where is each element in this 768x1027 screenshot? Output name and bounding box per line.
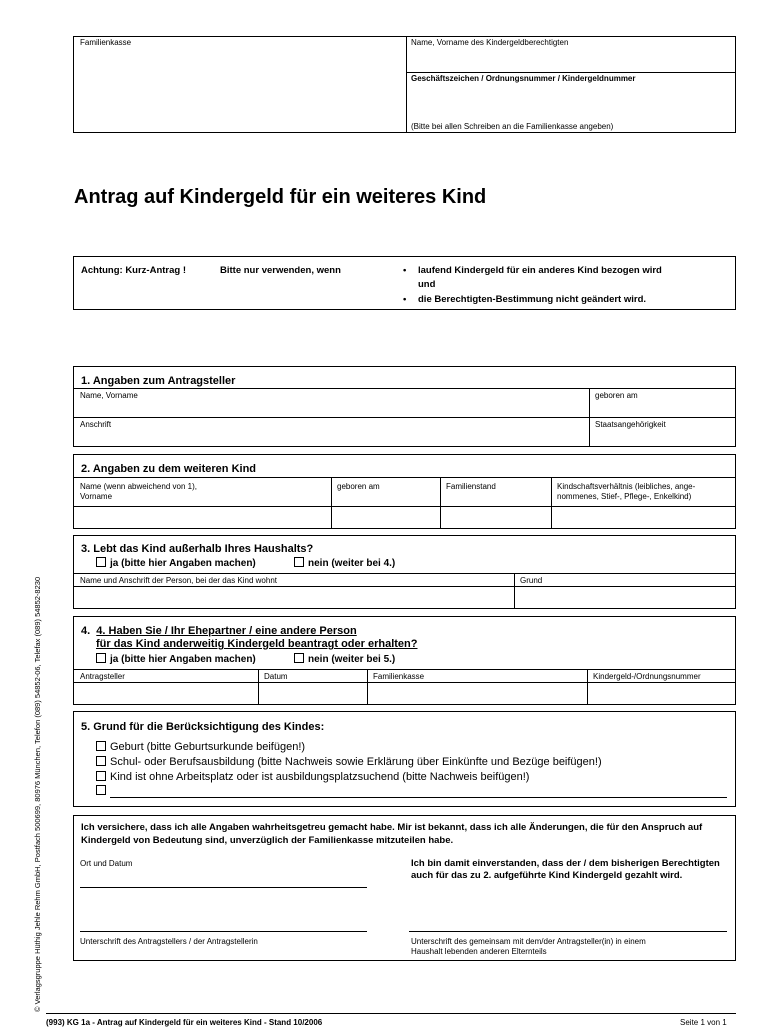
s3-no-option[interactable]: nein (weiter bei 4.) [294, 557, 395, 569]
sig-applicant-field[interactable] [80, 914, 367, 930]
sig-household-line [409, 931, 727, 932]
s3-reason-label: Grund [520, 576, 543, 585]
notice-and: und [418, 279, 436, 290]
s2-name-label-1: Name (wenn abweichend von 1), [80, 482, 197, 491]
s2-relation-label-2: nommenes, Stief-, Pflege-, Enkelkind) [557, 492, 692, 501]
s4-no-option[interactable]: nein (weiter bei 5.) [294, 653, 395, 665]
reference-number-field[interactable] [409, 86, 734, 120]
s3-yes-checkbox[interactable] [96, 557, 106, 567]
s1-address-field[interactable] [76, 431, 586, 445]
s4-col-applicant: Antragsteller [80, 672, 125, 681]
section4-title-1: 4. 4. Haben Sie / Ihr Ehepartner / eine andere Person [81, 625, 357, 637]
s1-nationality-field[interactable] [592, 431, 734, 445]
section1-title: 1. Angaben zum Antragsteller [81, 375, 236, 387]
s5-birth-checkbox[interactable] [96, 741, 106, 751]
section2-title: 2. Angaben zu dem weiteren Kind [81, 463, 257, 475]
s2-relation-label-1: Kindschaftsverhältnis (leibliches, ange- [557, 482, 696, 491]
s1-address-label: Anschrift [80, 420, 112, 429]
reference-number-label: Geschäftszeichen / Ordnungsnummer / Kindergeldnummer [411, 74, 636, 83]
s3-person-field[interactable] [76, 589, 512, 607]
s5-other-checkbox[interactable] [96, 785, 106, 795]
s4-familienkasse-field[interactable] [370, 685, 585, 703]
familienkasse-label: Familienkasse [80, 38, 132, 47]
s4-col-date: Datum [264, 672, 288, 681]
s5-other-field[interactable] [111, 784, 725, 796]
s5-option-unemployed[interactable]: Kind ist ohne Arbeitsplatz oder ist ausbildungsplatzsuchend (bitte Nachweis beifügen!) [96, 771, 529, 783]
s3-no-checkbox[interactable] [294, 557, 304, 567]
section4-title-2: für das Kind anderweitig Kindergeld beantragt oder erhalten? [96, 638, 418, 650]
s5-education-checkbox[interactable] [96, 756, 106, 766]
notice-bullet-2-dot: • [403, 294, 407, 305]
s1-born-field[interactable] [592, 402, 734, 416]
notice-bullet-2: die Berechtigten-Bestimmung nicht geändert wird. [418, 294, 647, 305]
s3-reason-field[interactable] [517, 589, 734, 607]
s1-nationality-label: Staatsangehörigkeit [595, 420, 666, 429]
s4-yes-option[interactable]: ja (bitte hier Angaben machen) [96, 653, 256, 665]
s1-name-field[interactable] [76, 402, 586, 416]
s3-person-label: Name und Anschrift der Person, bei der das Kind wohnt [80, 576, 277, 585]
s4-no-checkbox[interactable] [294, 653, 304, 663]
s5-unemployed-checkbox[interactable] [96, 771, 106, 781]
s5-option-birth[interactable]: Geburt (bitte Geburtsurkunde beifügen!) [96, 741, 305, 753]
s4-yes-checkbox[interactable] [96, 653, 106, 663]
declaration-text: Ich versichere, dass ich alle Angaben wahrheitsgetreu gemacht habe. Mir ist bekannt, dass ich alle Änderungen, die für den Anspruch auf Kindergeld von Bedeutung sind, unverzüglich der Familienkasse mitzuteilen habe. [81, 822, 703, 846]
footer-rule [46, 1013, 736, 1014]
s4-date-field[interactable] [261, 685, 365, 703]
s1-name-label: Name, Vorname [80, 391, 138, 400]
publisher-sidebar-text: © Verlagsgruppe Hüthig Jehle Rehm GmbH, Postfach 500699, 80976 München, Telefon (089) 54852-06, Telefax (089) 54852-8230 [33, 576, 42, 1012]
section3-title: 3. Lebt das Kind außerhalb Ihres Haushalts? [81, 543, 314, 555]
s4-number-field[interactable] [590, 685, 734, 703]
notice-use-when: Bitte nur verwenden, wenn [220, 265, 341, 276]
beneficiary-name-field[interactable] [409, 50, 734, 70]
s4-col-number: Kindergeld-/Ordnungsnummer [593, 672, 701, 681]
footer-left: (993) KG 1a - Antrag auf Kindergeld für ein weiteres Kind - Stand 10/2006 [46, 1018, 323, 1027]
place-date-label: Ort und Datum [80, 859, 133, 868]
s2-name-field[interactable] [76, 509, 329, 527]
consent-text: Ich bin damit einverstanden, dass der / dem bisherigen Berechtigten auch für das zu 2. aufgeführte Kind Kindergeld gezahlt wird. [411, 858, 720, 881]
s5-other-line [110, 797, 727, 798]
s4-applicant-field[interactable] [76, 685, 256, 703]
sig-applicant-label: Unterschrift des Antragstellers / der Antragstellerin [80, 937, 258, 946]
header-divider [406, 36, 407, 133]
notice-label: Achtung: Kurz-Antrag ! [81, 265, 187, 276]
sig-applicant-line [80, 931, 367, 932]
s2-name-label-2: Vorname [80, 492, 113, 501]
page-title: Antrag auf Kindergeld für ein weiteres Kind [74, 186, 487, 208]
place-date-field[interactable] [80, 872, 367, 886]
sig-household-field[interactable] [409, 914, 727, 930]
footer-right: Seite 1 von 1 [680, 1018, 727, 1027]
beneficiary-name-label: Name, Vorname des Kindergeldberechtigten [411, 38, 569, 47]
s2-status-field[interactable] [443, 509, 549, 527]
s4-col-familienkasse: Familienkasse [373, 672, 425, 681]
sig-household-label-2: Haushalt lebenden anderen Elternteils [411, 947, 547, 956]
notice-bullet-1: laufend Kindergeld für ein anderes Kind bezogen wird [418, 265, 662, 276]
s5-option-other[interactable] [96, 785, 110, 797]
s2-born-field[interactable] [334, 509, 438, 527]
notice-bullet-1-dot: • [403, 265, 407, 276]
s2-status-label: Familienstand [446, 482, 496, 491]
section5-title: 5. Grund für die Berücksichtigung des Kindes: [81, 721, 325, 733]
s5-option-education[interactable]: Schul- oder Berufsausbildung (bitte Nachweis sowie Erklärung über Einkünfte und Bezüge beifügen!) [96, 756, 602, 768]
s3-yes-option[interactable]: ja (bitte hier Angaben machen) [96, 557, 256, 569]
reference-note: (Bitte bei allen Schreiben an die Familienkasse angeben) [411, 122, 614, 131]
sig-household-label-1: Unterschrift des gemeinsam mit dem/der Antragsteller(in) in einem [411, 937, 646, 946]
familienkasse-field[interactable] [76, 50, 404, 130]
s2-born-label: geboren am [337, 482, 380, 491]
s1-born-label: geboren am [595, 391, 638, 400]
s2-relation-field[interactable] [554, 509, 734, 527]
